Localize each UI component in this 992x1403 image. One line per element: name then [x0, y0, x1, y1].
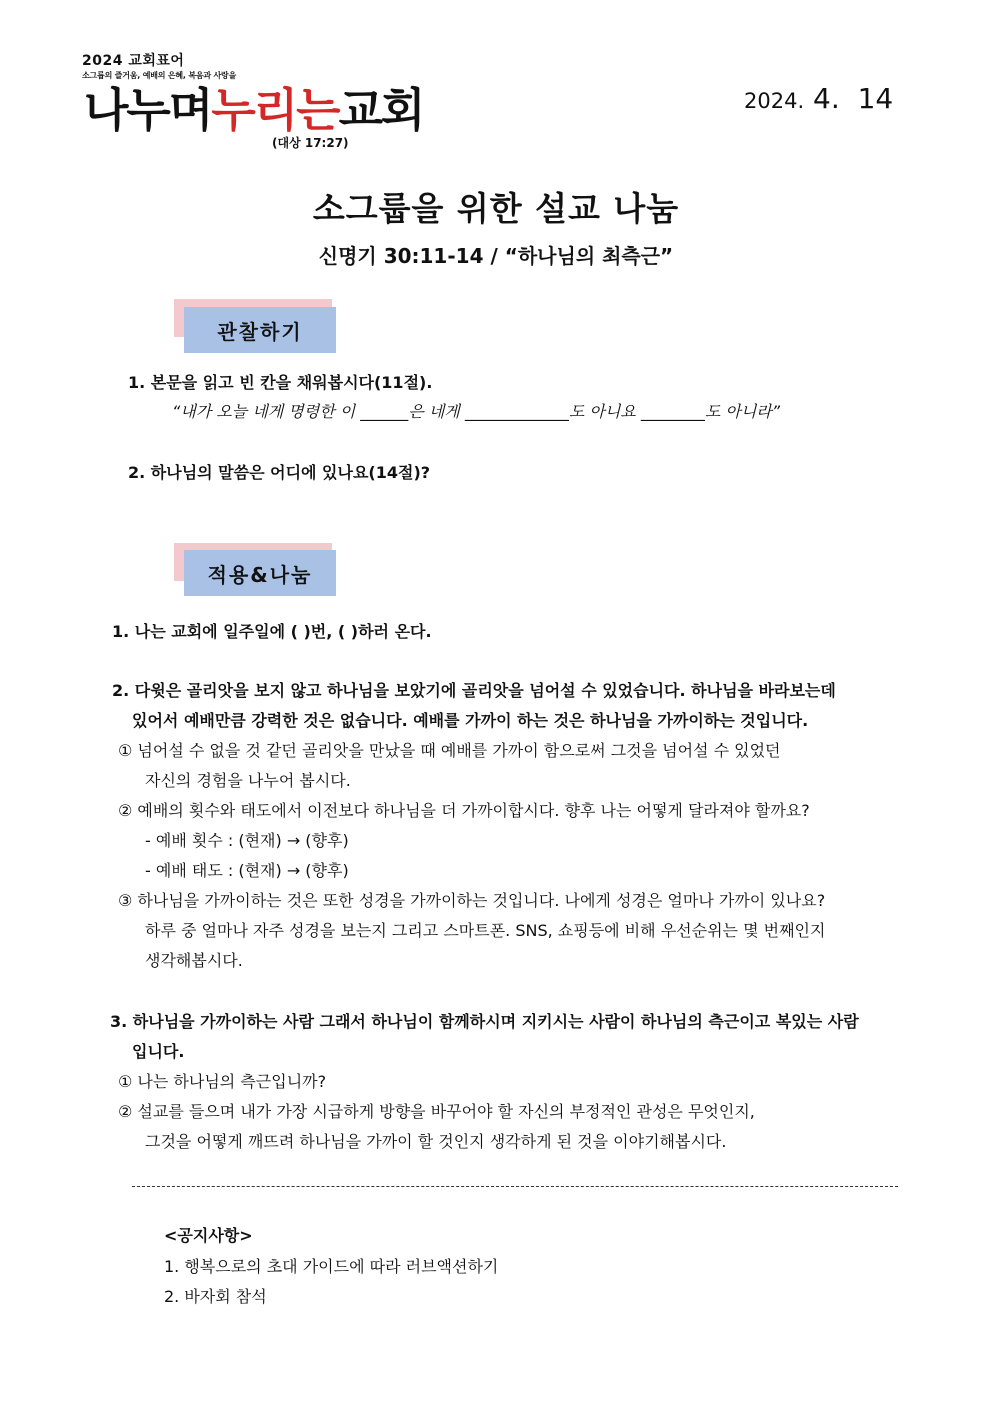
logo-year: 2024 교회표어 — [82, 53, 185, 69]
date — [744, 82, 893, 115]
date-day: 14 — [857, 82, 894, 115]
apply-question-3-item1: ① 나는 하나님의 측근입니까? — [118, 1072, 327, 1091]
apply-question-2-item3-cont2: 생각해봅시다. — [145, 951, 243, 970]
apply-question-2-line2: 있어서 예배만큼 강력한 것은 없습니다. 예배를 가까이 하는 것은 하나님을 가까이하는 것입니다. — [132, 711, 809, 730]
page-subtitle: 신명기 30:11-14 / “하나님의 최측근” — [318, 244, 674, 268]
apply-question-2-item3: ③ 하나님을 가까이하는 것은 또한 성경을 가까이하는 것입니다. 나에게 성경은 얼마나 가까이 있나요? — [118, 891, 826, 910]
dashed-divider — [132, 1186, 898, 1187]
apply-question-2-item2: ② 예배의 횟수와 태도에서 이전보다 하나님을 더 가까이합시다. 향후 나는 어떻게 달라져야 할까요? — [118, 801, 810, 820]
observe-question-1-quote: “내가 오늘 네게 명령한 이 ______은 네게 _____________도 아니요 ________도 아니라” — [172, 402, 781, 421]
apply-question-3-line2: 입니다. — [132, 1042, 185, 1061]
apply-question-2-item2-sub1: - 예배 횟수 : (현재) → (향후) — [145, 831, 349, 850]
notice-item-1: 1. 행복으로의 초대 가이드에 따라 러브액션하기 — [164, 1257, 499, 1276]
observe-question-1: 1. 본문을 읽고 빈 칸을 채워봅시다(11절). — [128, 373, 433, 392]
observe-question-2: 2. 하나님의 말씀은 어디에 있나요(14절)? — [128, 463, 431, 482]
date-year: 2024. — [744, 89, 805, 113]
page-title: 소그룹을 위한 설교 나눔 — [312, 189, 680, 228]
logo-main-part2: 누리는 — [211, 83, 339, 137]
date-month: 4. — [813, 82, 840, 115]
logo-main-part1: 나누며 — [84, 83, 212, 137]
apply-question-2-line1: 2. 다윗은 골리앗을 보지 않고 하나님을 보았기에 골리앗을 넘어설 수 있었습니다. 하나님을 바라보는데 — [112, 681, 836, 700]
apply-question-2-item2-sub2: - 예배 태도 : (현재) → (향후) — [145, 861, 349, 880]
apply-question-2-item1: ① 넘어설 수 없을 것 같던 골리앗을 만났을 때 예배를 가까이 함으로써 그것을 넘어설 수 있었던 — [118, 741, 781, 760]
apply-question-3-item2-cont: 그것을 어떻게 깨뜨려 하나님을 가까이 할 것인지 생각하게 된 것을 이야기해봅시다. — [145, 1132, 727, 1151]
section-tab-observe: 관찰하기 — [184, 307, 336, 353]
notice-title: <공지사항> — [164, 1226, 253, 1245]
apply-question-1: 1. 나는 교회에 일주일에 ( )번, ( )하러 온다. — [112, 622, 432, 641]
logo-subtitle: 소그룹의 즐거움, 예배의 은혜, 복음과 사랑을 — [82, 71, 237, 80]
apply-question-3-line1: 3. 하나님을 가까이하는 사람 그래서 하나님이 함께하시며 지키시는 사람이 하나님의 측근이고 복있는 사람 — [110, 1012, 859, 1031]
logo-main-part3: 교회 — [338, 83, 424, 137]
section-tab-apply: 적용&나눔 — [184, 550, 336, 596]
logo-main — [84, 82, 424, 138]
logo-reference: (대상 17:27) — [272, 136, 349, 150]
notice-item-2: 2. 바자회 참석 — [164, 1287, 267, 1306]
apply-question-3-item2: ② 설교를 들으며 내가 가장 시급하게 방향을 바꾸어야 할 자신의 부정적인 관성은 무엇인지, — [118, 1102, 755, 1121]
apply-question-2-item1-cont: 자신의 경험을 나누어 봅시다. — [145, 771, 351, 790]
apply-question-2-item3-cont1: 하루 중 얼마나 자주 성경을 보는지 그리고 스마트폰. SNS, 쇼핑등에 비해 우선순위는 몇 번째인지 — [145, 921, 826, 940]
